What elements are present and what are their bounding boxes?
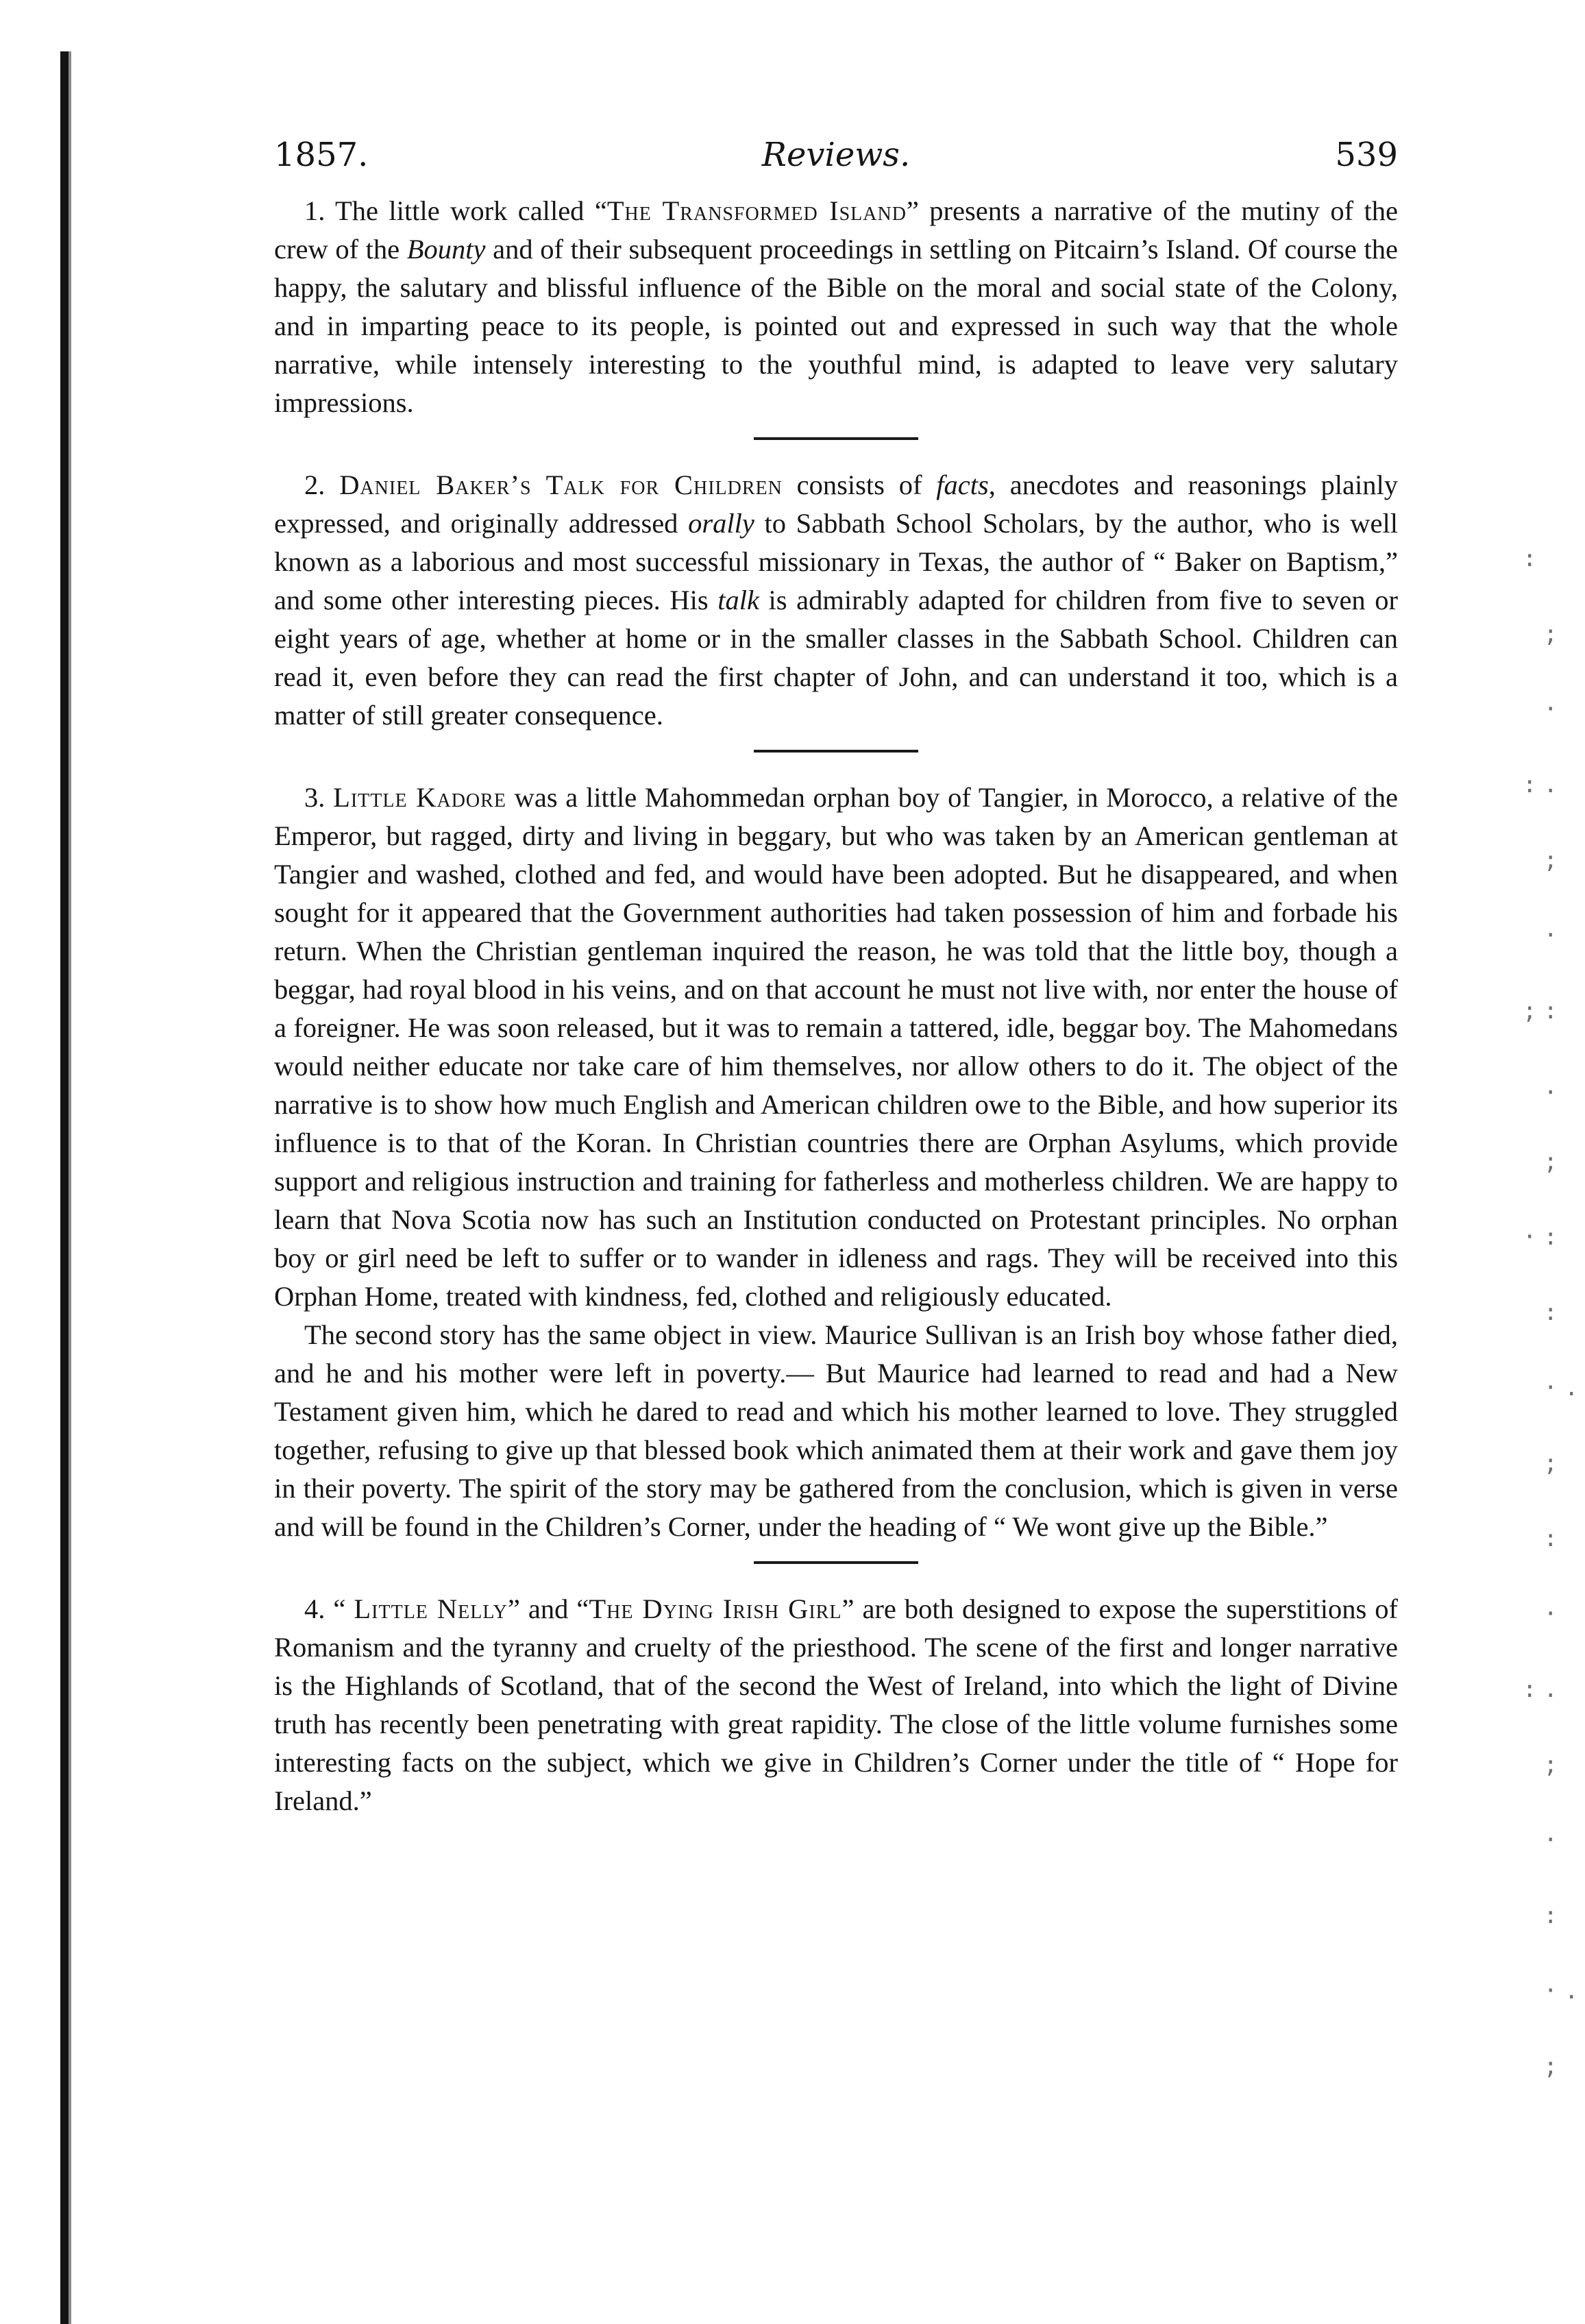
review-3-second-story-text: The second story has the same object in view. Maurice Sullivan is an Irish boy whose father died, and he and his mother were left in poverty.— But Maurice had learned to read and had a New Testament given him, which he dared to read and which his mother learned to love. They struggled together, refusing to give up that blessed book which animated them at their work and gave them joy in their poverty. The spirit of the story may be gathered from the conclusion, which is given in verse and will be found in the Children’s Corner, under the heading of “ We wont give up the Bible.”: [274, 1319, 1398, 1542]
review-2-emphasis: facts: [936, 469, 989, 500]
review-1-text: ” presents a narrative of the mutiny of the crew of the: [274, 195, 1398, 265]
section-divider: [754, 437, 918, 440]
review-1-title: The Transformed Island: [606, 195, 907, 226]
section-divider: [754, 1561, 918, 1564]
review-4-title: The Dying Irish Girl: [589, 1593, 842, 1624]
review-2-title: Daniel Baker’s Talk for Children: [339, 469, 783, 500]
review-2-text: 2.: [304, 469, 340, 500]
section-divider: [754, 750, 918, 753]
review-3-second-story: [274, 1316, 1398, 1546]
review-2-text: to Sabbath School Scholars, by the author, who is well known as a laborious and most successful missionary in Texas, the author of “ Baker on Baptism,” and some other interesting pieces. His: [274, 508, 1398, 615]
header-page-number: 539: [1335, 136, 1398, 174]
review-1-text: and of their subsequent proceedings in settling on Pitcairn’s Island. Of course the happy, the salutary and blissful influence of the Bible on the moral and social state of the Colony, and in imparting peace to its people, is pointed out and expressed in such way that the whole narrative, while intensely interesting to the youthful mind, is adapted to leave very salutary impressions.: [274, 234, 1399, 418]
header-section-title: Reviews.: [761, 136, 911, 174]
review-4-text: 4. “: [304, 1593, 354, 1624]
scan-margin-specks: : ; · :. ; · ;: . ; ·: : ·. ; : · :. ; · : ·. ;: [1523, 545, 1585, 2080]
review-2-text: is admirably adapted for children from five to seven or eight years of age, whether at home or in the smaller classes in the Sabbath School. Children can read it, even before they can read the first chapter of John, and can understand it too, which is a matter of still greater consequence.: [274, 585, 1398, 731]
review-4-text: ” and “: [507, 1593, 589, 1624]
review-1-emphasis: Bounty: [406, 234, 486, 265]
review-1-text: 1. The little work called “: [304, 195, 607, 226]
scan-binding-shadow: [69, 51, 71, 2324]
review-3-text: was a little Mahommedan orphan boy of Tangier, in Morocco, a relative of the Emperor, but ragged, dirty and living in beggary, but who was taken by an American gentleman at Tangier and washed, clothed and fed, and would have been adopted. But he disappeared, and when sought for it appeared that the Government authorities had taken possession of him and forbade his return. When the Christian gentleman inquired the reason, he was told that the little boy, though a beggar, had royal blood in his veins, and on that account he must not live with, nor enter the house of a foreigner. He was soon released, but it was to remain a tattered, idle, beggar boy. The Mahomedans would neither educate nor take care of him themselves, nor allow others to do it. The object of the narrative is to show how much English and American children owe to the Bible, and how superior its influence is to that of the Koran. In Christian countries there are Orphan Asylums, which provide support and religious instruction and training for fatherless and motherless children. We are happy to learn that Nova Scotia now has such an Institution conducted on Protestant principles. No orphan boy or girl need be left to suffer or to wander in idleness and rags. They will be received into this Orphan Home, treated with kindness, fed, clothed and religiously educated.: [274, 782, 1399, 1312]
review-4-title: Little Nelly: [354, 1593, 508, 1624]
review-3-text: 3.: [304, 782, 334, 813]
review-4-little-nelly: [274, 1590, 1398, 1820]
review-2-emphasis: talk: [717, 585, 759, 615]
header-year: 1857.: [274, 136, 369, 174]
page: [274, 110, 1398, 1820]
review-2-text: , anecdotes and reasonings plainly expressed, and originally addressed: [274, 469, 1399, 539]
review-3-little-kadore: [274, 779, 1398, 1316]
scan-binding-edge: [60, 51, 69, 2324]
review-1-transformed-island: [274, 192, 1398, 422]
review-2-emphasis: orally: [688, 508, 754, 539]
review-2-text: consists of: [782, 469, 937, 500]
review-4-text: ” are both designed to expose the superstitions of Romanism and the tyranny and cruelty of the priesthood. The scene of the first and longer narrative is the Highlands of Scotland, that of the second the West of Ireland, into which the light of Divine truth has recently been penetrating with great rapidity. The close of the little volume furnishes some interesting facts on the subject, which we give in Children’s Corner under the title of “ Hope for Ireland.”: [274, 1593, 1398, 1816]
review-3-title: Little Kadore: [333, 782, 506, 813]
running-header: [274, 110, 1398, 192]
review-2-talk-for-children: [274, 466, 1398, 735]
